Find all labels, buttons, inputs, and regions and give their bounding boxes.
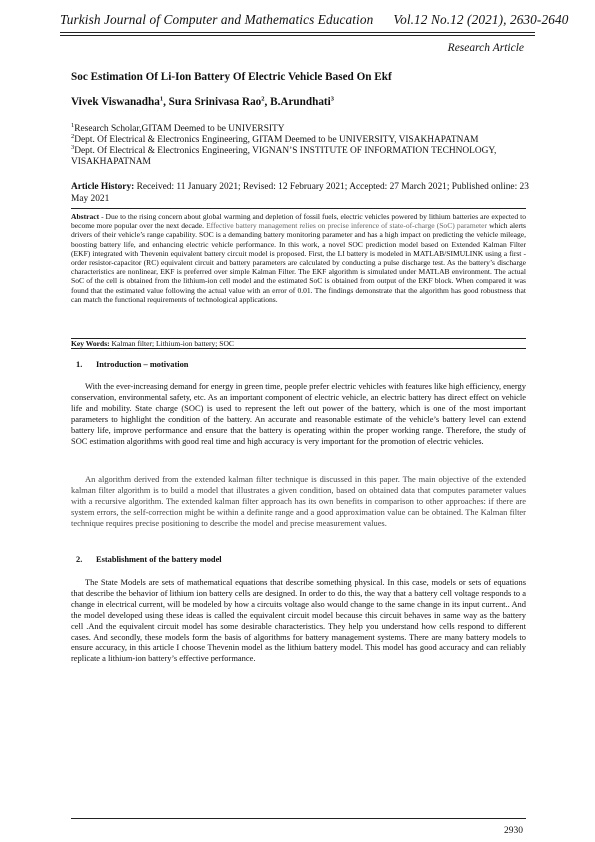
affiliations	[71, 121, 531, 168]
section-2-paragraph-1: The State Models are sets of mathematical equations that describe something physical. In this case, models or sets of equations that describe the behavior of lithium ion battery cells are designed. In order to do this, the way that a battery cell voltage responds to a change in electrical current, will be modeled by how a circuits voltage also would change to the same change in its input current.. And the model developed using these ideas is called the equivalent circuit model because this circuit behaves in same way as the battery cell .And the equivalent circuit model has some desirable characteristics. They help you understand how cells respond to different cases. And secondly, these models form the basis of algorithms for battery management systems. There are many battery models to ensure accuracy, in this article I choose Thevenin model as the lithium battery model. This model has good accuracy and can reliably replicate a lithium-ion battery’s effective performance.	[71, 577, 526, 664]
page-number: 2930	[504, 826, 523, 836]
abstract: Abstract - Due to the rising concern about global warming and depletion of fossil fuels, electric vehicles powered by lithium batteries are expected to become more popular over the next decade. Effective battery management relies on precise inference of state-of-charge (SoC) parameter which alerts drivers of their vehicle’s range capability. SOC is a demanding battery monitoring parameter and has a high impact on predicting the vehicle mileage, boosting battery life, and enhancing electric vehicle performance. In this work, a novel SOC prediction model based on Extended Kalman Filter (EKF) integrated with Thevenin equivalent battery circuit model is proposed. First, the LI battery is modeled in MATLAB/SIMULINK using a first - order resistor-capacitor (RC) equivalent circuit and battery parameters are calculated by conducting a pulse discharge test. As the battery’s discharge characteristics are nonlinear, EKF is preferred over simple Kalman Filter. The EKF algorithm is simulated under MATLAB environment. The actual SoC of the cell is obtained from the lithium-ion cell model and the estimated SoC is obtained from output of the EKF block. When compared it was found that the estimated value following the actual value with an error of 0.01. The findings demonstrate that the algorithm has good robustness that can match the functional requirements of technological applications.	[71, 212, 526, 304]
abstract-top-rule	[71, 208, 526, 209]
footer-rule	[71, 818, 526, 819]
header-rule	[60, 32, 535, 33]
author-list	[71, 96, 334, 108]
affiliation-2: $^2$Dept. Of Electrical & Electronics Engineering, GITAM Deemed to be UNIVERSITY, VISAKHAPATNAM	[71, 132, 479, 145]
journal-header	[60, 12, 569, 28]
section-1-paragraph-1: With the ever-increasing demand for energy in green time, people prefer electric vehicles with features like high efficiency, energy conservation, environmental safety, etc. As an important component of electric vehicle, an electric battery has direct effect on vehicle life and mobility. State charge (SOC) is used to represent the left out power of the battery, which is one of the most important parameters to highlight the condition of the battery. An accurate and reasonable estimate of the vehicle’s battery level can extend battery life, improve performance and ensure that the battery is operating within the proper working range. Therefore, the study of SOC estimation algorithms with good real time and high accuracy is very important for the promotion of electric vehicles.	[71, 381, 526, 446]
keywords	[71, 339, 526, 348]
author-2: Sura Srinivasa Rao$^2$,	[168, 95, 271, 108]
section-2-heading: 2. Establishment of the battery model	[76, 555, 222, 564]
journal-volume: Vol.12 No.12 (2021), 2630-2640	[393, 12, 569, 27]
history-label: Article History:	[71, 182, 135, 192]
section-1-paragraph-2: An algorithm derived from the extended kalman filter technique is discussed in this paper. The main objective of the extended kalman filter algorithm is to build a model that illustrates a given condition, based on obtained data that computes parameter values with a recursive algorithm. The extended kalman filter approach has its own benefits in comparison to other approaches: if there are system errors, the self-correction might be within a definite range and a good approximation value can be obtained. The Kalman filter technique requires precise positioning to describe the model and precise measurement values.	[71, 474, 526, 528]
history-text: Received: 11 January 2021; Revised: 12 February 2021; Accepted: 27 March 2021; Published online: 23 May 2021	[71, 182, 529, 204]
keywords-bottom-rule	[71, 348, 526, 349]
author-1: Vivek Viswanadha$^1$,	[71, 95, 169, 108]
section-1-heading: 1. Introduction – motivation	[76, 360, 189, 369]
author-3: B.Arundhati$^3$	[270, 95, 334, 108]
header-rule-2	[60, 35, 535, 36]
affiliation-1: $^1$Research Scholar,GITAM Deemed to be UNIVERSITY	[71, 121, 285, 134]
journal-name: Turkish Journal of Computer and Mathematics Education	[60, 12, 374, 27]
article-type: Research Article	[447, 42, 524, 54]
abstract-label: Abstract	[71, 212, 100, 221]
article-history	[71, 182, 531, 205]
keywords-text: Kalman filter; Lithium-ion battery; SOC	[109, 339, 234, 348]
affiliation-3: $^3$Dept. Of Electrical & Electronics Engineering, VIGNAN’S INSTITUTE OF INFORMATION TECHNOLOGY, VISAKHAPATNAM	[71, 143, 497, 167]
paper-title: Soc Estimation Of Li-Ion Battery Of Electric Vehicle Based On Ekf	[71, 71, 392, 83]
keywords-label: Key Words:	[71, 339, 110, 348]
